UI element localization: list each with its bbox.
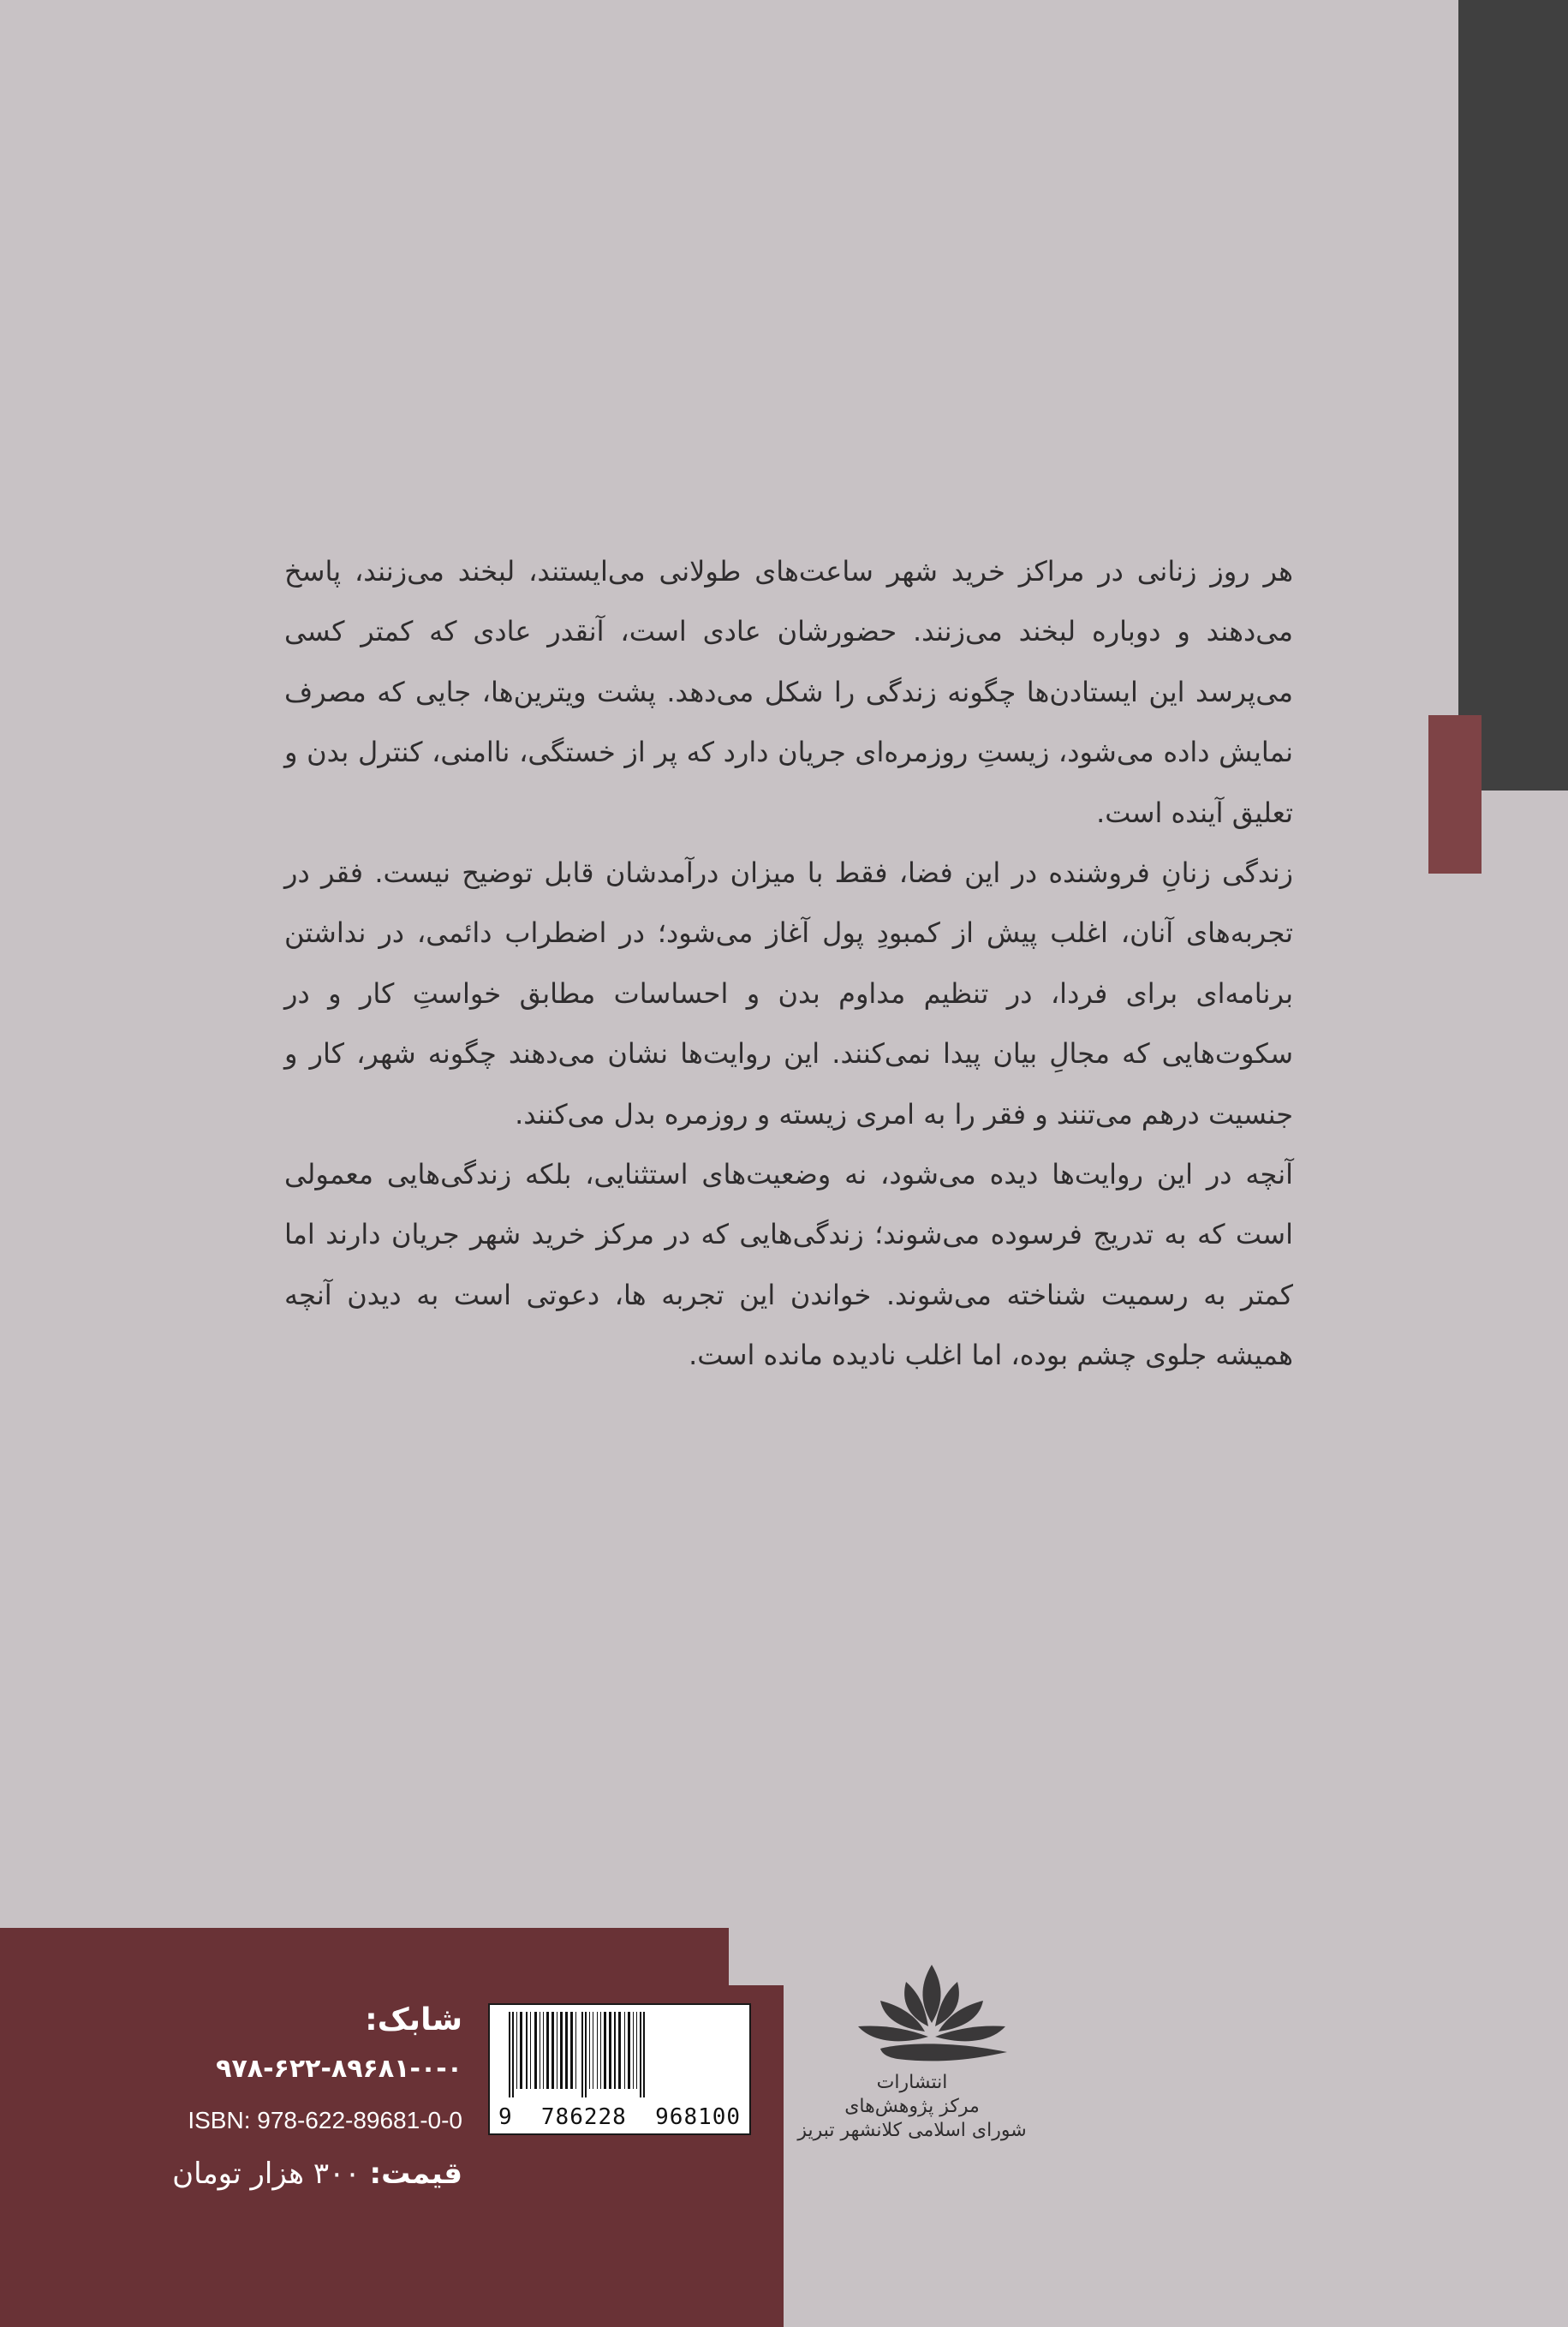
barcode-bar [526,2012,528,2089]
barcode-bar [565,2012,568,2089]
publisher-line-3: شورای اسلامی کلانشهر تبریز [797,2120,1027,2141]
barcode-bar [509,2012,510,2097]
barcode-bar [600,2012,601,2089]
barcode-bar [636,2012,637,2089]
blurb-paragraph-1: هر روز زنانی در مراکز خرید شهر ساعت‌های طولانی می‌ایستند، لبخند می‌زنند، پاسخ می‌دهند و دوباره لبخند می‌زنند. حضورشان عادی است، آنقدر عادی که کمتر کسی می‌پرسد این ایستادن‌ها چگونه زندگی را شکل می‌دهد. پشت ویترین‌ها، جایی که مصرف نمایش داده می‌شود، زیستِ روزمره‌ای جریان دارد که پر از خستگی، ناامنی، کنترل بدن و تعلیق آینده است. [284,555,1293,829]
barcode-bar [585,2012,587,2097]
publisher-name [796,2071,1028,2143]
barcode-bar [534,2012,537,2089]
barcode-bar [589,2012,590,2089]
barcode-bar [628,2012,630,2089]
isbn-barcode [488,2003,751,2135]
barcode-bar [633,2012,634,2089]
back-cover-blurb [284,541,1293,1386]
barcode-bar [570,2012,573,2089]
isbn-value-persian: ۹۷۸-۶۲۲-۸۹۶۸۱-۰-۰ [216,2054,462,2084]
publisher-line-2: مرکز پژوهش‌های [844,2096,980,2117]
barcode-bar [543,2012,544,2089]
barcode-bar [516,2012,517,2089]
blurb-paragraph-3: آنچه در این روایت‌ها دیده می‌شود، نه وضعیت‌های استثنایی، بلکه زندگی‌هایی معمولی است که به تدریج فرسوده می‌شوند؛ زندگی‌هایی که در مرکز خرید شهر جریان دارند اما کمتر به رسمیت شناخته می‌شوند. خواندن این تجربه ها، دعوتی است به دیدن آنچه همیشه جلوی چشم بوده، اما اغلب نادیده مانده است. [284,1158,1293,1372]
barcode-bar [643,2012,645,2097]
barcode-bars [497,2012,742,2097]
barcode-bar [597,2012,598,2089]
barcode-bar [614,2012,616,2089]
barcode-bar [640,2012,641,2097]
decorative-dark-bar [1458,0,1568,791]
barcode-bar [546,2012,549,2089]
barcode-bar [624,2012,625,2089]
lotus-pen-icon [846,1963,1017,2070]
barcode-bar [575,2012,576,2089]
decorative-accent-bar [1428,715,1482,874]
blurb-paragraph-2: زندگی زنانِ فروشنده در این فضا، فقط با میزان درآمدشان قابل توضیح نیست. فقر در تجربه‌های آنان، اغلب پیش از کمبودِ پول آغاز می‌شود؛ در اضطراب دائمی، در نداشتن برنامه‌ای برای فردا، در تنظیم مداوم بدن و احساسات مطابق خواستِ کار و در سکوت‌هایی که مجالِ بیان پیدا نمی‌کنند. این روایت‌ها نشان می‌دهند چگونه شهر، کار و جنسیت درهم می‌تنند و فقر را به امری زیسته و روزمره بدل می‌کنند. [284,856,1293,1131]
price [172,2157,462,2191]
publisher-line-1: انتشارات [876,2072,948,2093]
barcode-bar [560,2012,563,2089]
barcode-bar [581,2012,583,2097]
price-label: قیمت: [369,2157,462,2191]
barcode-bar [512,2012,514,2097]
isbn-label: شابک: [365,2002,462,2038]
barcode-bar [530,2012,531,2089]
barcode-digits: 9 786228 968100 [498,2104,742,2130]
barcode-bar [618,2012,621,2089]
barcode-bar [520,2012,522,2089]
isbn-value-latin: ISBN: 978-622-89681-0-0 [188,2107,462,2133]
price-value: ۳۰۰ هزار تومان [172,2157,361,2191]
barcode-bar [604,2012,606,2089]
barcode-bar [609,2012,611,2089]
barcode-bar [551,2012,554,2089]
